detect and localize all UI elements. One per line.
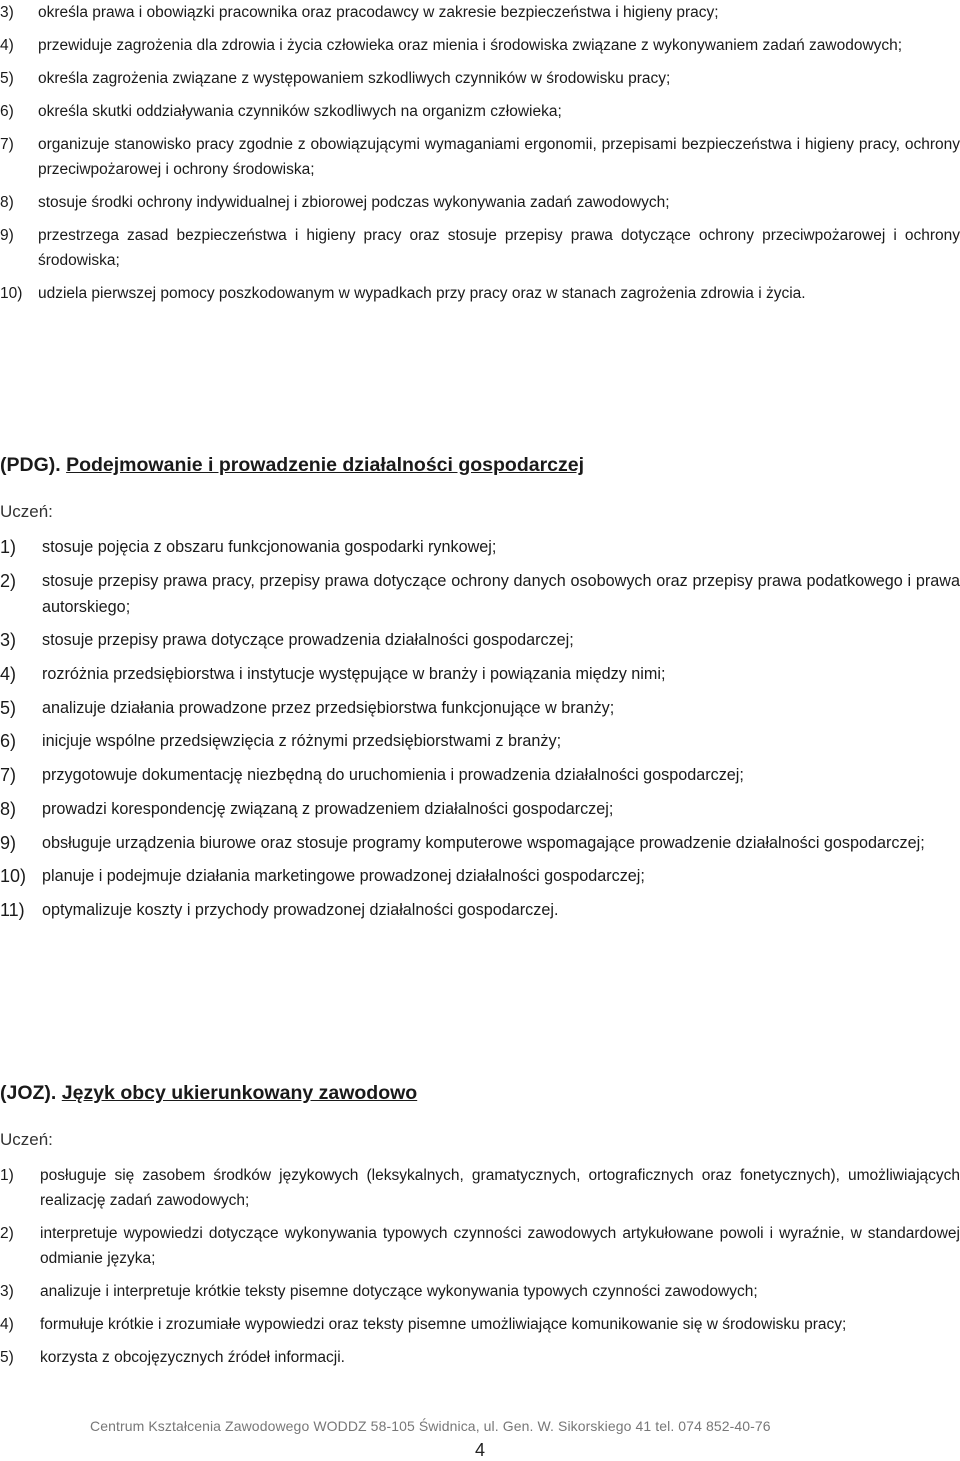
item-text: obsługuje urządzenia biurowe oraz stosuje programy komputerowe wspomagające prowadzenie działalności gospodarczej;: [42, 833, 925, 852]
item-text: inicjuje wspólne przedsięwzięcia z różnymi przedsiębiorstwami z branży;: [42, 732, 562, 751]
item-number: 6): [0, 103, 14, 120]
item-number: 7): [0, 136, 14, 153]
item-number: 1): [0, 1167, 14, 1184]
list-item: [0, 132, 960, 182]
item-text: przygotowuje dokumentację niezbędną do uruchomienia i prowadzenia działalności gospodarczej;: [42, 766, 744, 785]
list-item: [0, 728, 960, 754]
item-number: 3): [0, 1283, 14, 1300]
pdg-outcomes-list: [0, 534, 960, 931]
item-text: interpretuje wypowiedzi dotyczące wykonywania typowych czynności zawodowych artykułowane powoli i wyraźnie, w standardowej odmianie języka;: [40, 1225, 960, 1267]
list-item: [0, 33, 960, 58]
item-text: określa skutki oddziaływania czynników szkodliwych na organizm człowieka;: [38, 103, 562, 120]
item-number: 11): [0, 899, 25, 920]
section-code: (PDG).: [0, 454, 61, 476]
item-text: stosuje środki ochrony indywidualnej i zbiorowej podczas wykonywania zadań zawodowych;: [38, 194, 670, 211]
item-text: określa prawa i obowiązki pracownika oraz pracodawcy w zakresie bezpieczeństwa i higieny pracy;: [38, 4, 719, 21]
item-number: 4): [0, 1316, 14, 1333]
student-label: Uczeń:: [0, 502, 53, 521]
section-title: Podejmowanie i prowadzenie działalności gospodarczej: [66, 454, 585, 476]
item-number: 3): [0, 4, 14, 21]
item-text: określa zagrożenia związane z występowaniem szkodliwych czynników w środowisku pracy;: [38, 70, 671, 87]
list-item: [0, 897, 960, 923]
item-text: planuje i podejmuje działania marketingowe prowadzonej działalności gospodarczej;: [42, 867, 645, 886]
list-item: [0, 99, 960, 124]
list-item: [0, 534, 960, 560]
list-item: [0, 66, 960, 91]
item-number: 9): [0, 227, 14, 244]
item-text: rozróżnia przedsiębiorstwa i instytucje występujące w branży i powiązania między nimi;: [42, 665, 666, 684]
item-number: 5): [0, 70, 14, 87]
item-text: analizuje działania prowadzone przez przedsiębiorstwa funkcjonujące w branży;: [42, 698, 615, 717]
item-text: korzysta z obcojęzycznych źródeł informacji.: [40, 1349, 345, 1366]
section-heading-joz: [0, 1080, 960, 1106]
item-number: 10): [0, 285, 23, 302]
bhp-outcomes-list: [0, 0, 960, 314]
joz-outcomes-list: [0, 1163, 960, 1378]
item-text: przestrzega zasad bezpieczeństwa i higieny pracy oraz stosuje przepisy prawa dotyczące ochrony przeciwpożarowej i ochrony środowiska;: [38, 227, 960, 269]
list-item: [0, 1221, 960, 1271]
list-item: [0, 661, 960, 687]
footer-address: Centrum Kształcenia Zawodowego WODDZ 58-105 Świdnica, ul. Gen. W. Sikorskiego 41 tel. 074 852-40-76: [90, 1418, 771, 1434]
list-item: [0, 627, 960, 653]
list-item: [0, 1345, 960, 1370]
item-number: 9): [0, 832, 17, 853]
item-number: 2): [0, 570, 17, 591]
list-item: [0, 863, 960, 889]
item-number: 1): [0, 537, 17, 557]
item-number: 8): [0, 798, 17, 819]
item-text: udziela pierwszej pomocy poszkodowanym w wypadkach przy pracy oraz w stanach zagrożenia zdrowia i życia.: [38, 285, 806, 302]
item-number: 6): [0, 731, 17, 752]
item-text: organizuje stanowisko pracy zgodnie z obowiązującymi wymaganiami ergonomii, przepisami bezpieczeństwa i higieny pracy, ochrony przeciwpożarowej i ochrony środowiska;: [38, 136, 960, 178]
list-item: [0, 830, 960, 856]
item-number: 4): [0, 37, 14, 54]
list-item: [0, 762, 960, 788]
item-number: 7): [0, 765, 17, 786]
item-text: formułuje krótkie i zrozumiałe wypowiedzi oraz teksty pisemne umożliwiające komunikowanie się w środowisku pracy;: [40, 1316, 847, 1333]
list-item: [0, 796, 960, 822]
item-number: 3): [0, 630, 17, 651]
student-label: Uczeń:: [0, 1130, 53, 1149]
item-number: 2): [0, 1225, 14, 1242]
item-text: prowadzi korespondencję związaną z prowadzeniem działalności gospodarczej;: [42, 799, 614, 818]
list-item: [0, 568, 960, 620]
item-text: stosuje pojęcia z obszaru funkcjonowania gospodarki rynkowej;: [42, 538, 497, 556]
item-text: posługuje się zasobem środków językowych (leksykalnych, gramatycznych, ortograficznych oraz fonetycznych), umożliwiających realizację zadań zawodowych;: [40, 1167, 960, 1209]
list-item: [0, 1163, 960, 1213]
item-text: analizuje i interpretuje krótkie teksty pisemne dotyczące wykonywania typowych czynności zawodowych;: [40, 1283, 758, 1300]
list-item: [0, 0, 960, 25]
page-number: 4: [474, 1440, 485, 1460]
list-item: [0, 190, 960, 215]
list-item: [0, 1312, 960, 1337]
item-number: 5): [0, 697, 17, 718]
list-item: [0, 223, 960, 273]
item-number: 10): [0, 866, 27, 887]
item-number: 5): [0, 1349, 14, 1366]
section-title: Język obcy ukierunkowany zawodowo: [61, 1082, 418, 1104]
item-text: stosuje przepisy prawa dotyczące prowadzenia działalności gospodarczej;: [42, 631, 574, 650]
list-item: [0, 695, 960, 721]
item-text: stosuje przepisy prawa pracy, przepisy prawa dotyczące ochrony danych osobowych oraz przepisy prawa podatkowego i prawa autorskiego;: [42, 571, 960, 616]
item-text: przewiduje zagrożenia dla zdrowia i życia człowieka oraz mienia i środowiska związane z wykonywaniem zadań zawodowych;: [38, 37, 903, 54]
list-item: [0, 281, 960, 306]
item-number: 4): [0, 664, 17, 685]
section-code: (JOZ).: [0, 1082, 57, 1104]
item-number: 8): [0, 194, 14, 211]
list-item: [0, 1279, 960, 1304]
section-heading-pdg: [0, 452, 960, 478]
item-text: optymalizuje koszty i przychody prowadzonej działalności gospodarczej.: [42, 900, 559, 919]
